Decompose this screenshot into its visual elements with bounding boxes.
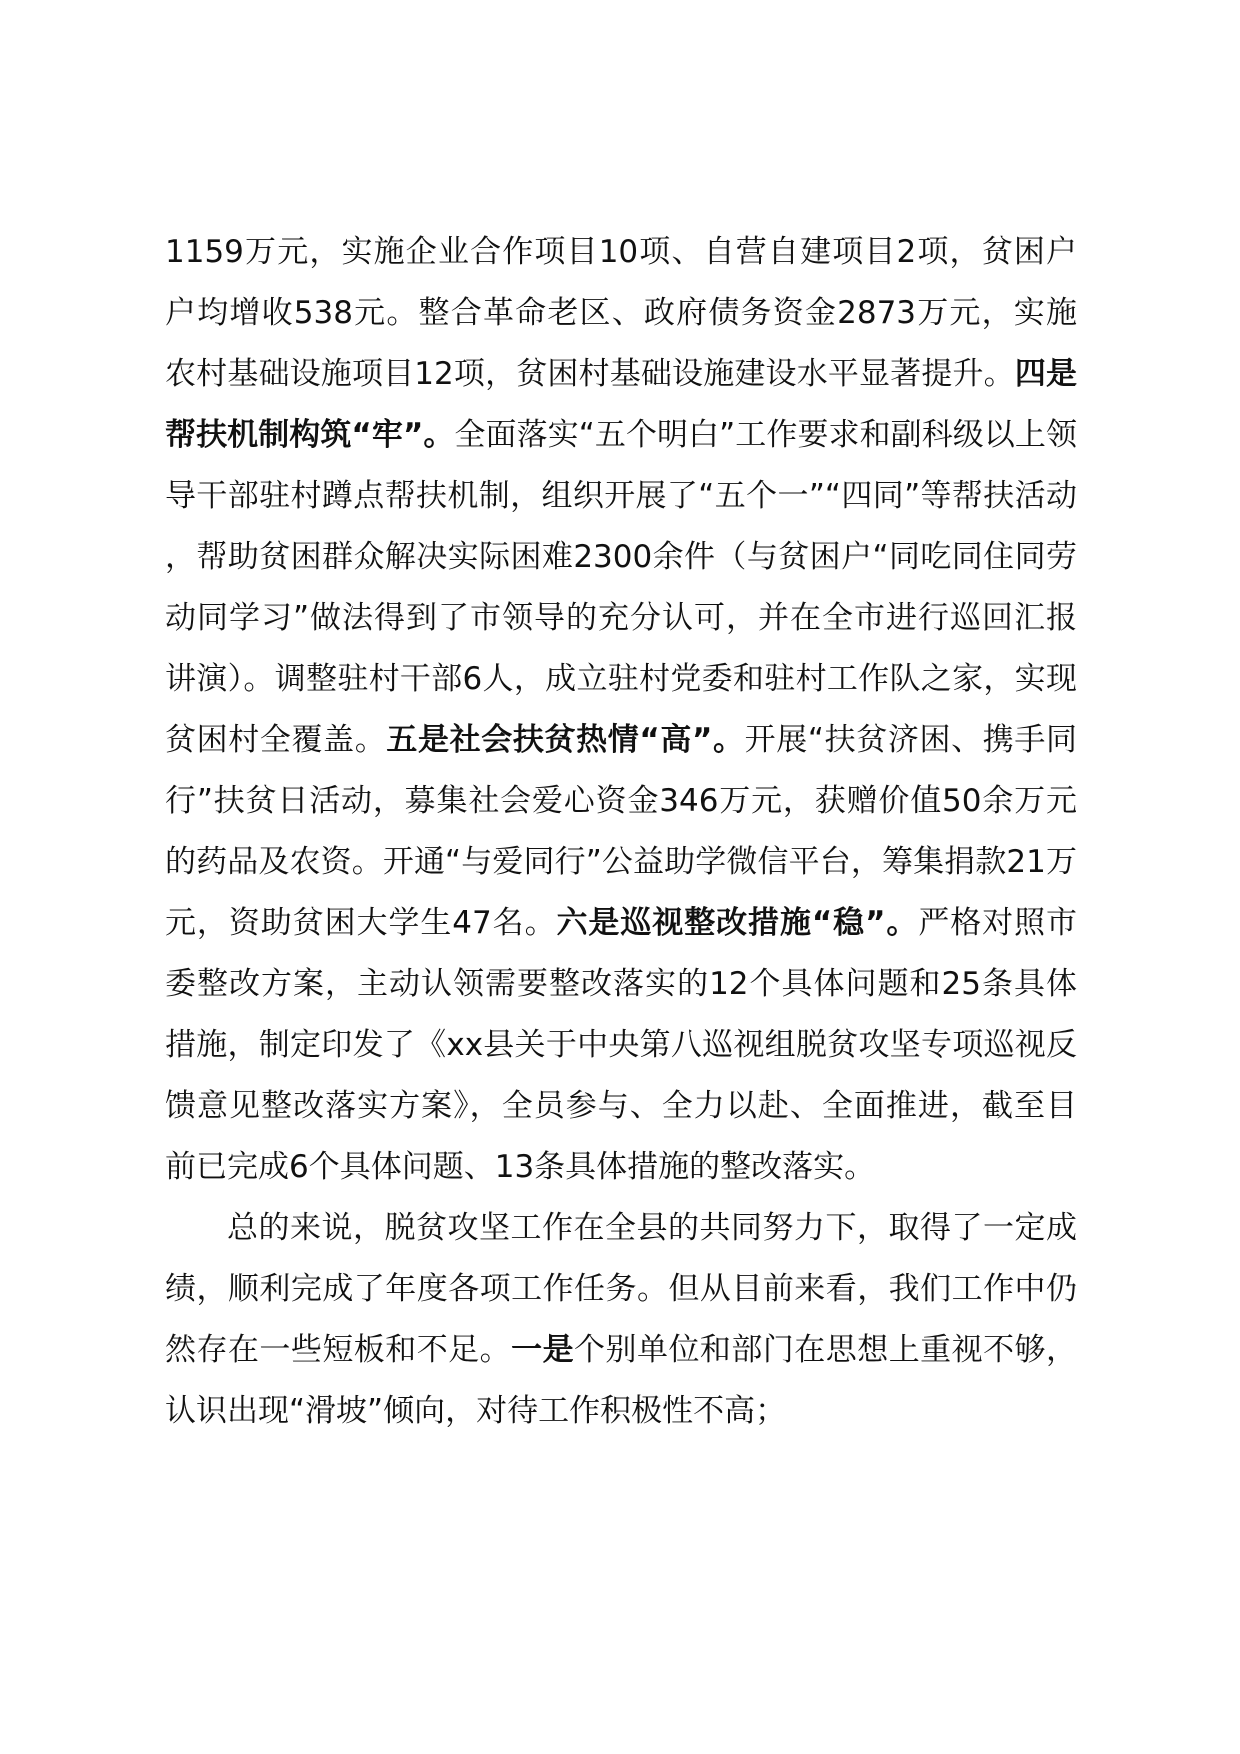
text-run: 个别单位和部门在思想上重视不够，认识出现“滑坡”倾向，对待工作积极性不高； (165, 1332, 1078, 1429)
text-run: 开展“扶贫济困、携手同行”扶贫日活动，募集社会爱心资金346万元，获赠价值50余万元的药品及农资。开通“与爱同行”公益助学微信平台，筹集捐款21万元，资助贫困大学生47名。 (165, 722, 1078, 941)
bold-heading-run: 六是巡视整改措施“稳”。 (556, 905, 919, 941)
text-run: 1159万元，实施企业合作项目10项、自营自建项目2项，贫困户户均增收538元。整合革命老区、政府债务资金2873万元，实施农村基础设施项目12项，贫困村基础设施建设水平显著提升。 (165, 234, 1077, 392)
text-run: 全面落实“五个明白”工作要求和副科级以上领导干部驻村蹲点帮扶机制，组织开展了“五个一”“四同”等帮扶活动，帮助贫困群众解决实际困难2300余件（与贫困户“同吃同住同劳动同学习”做法得到了市领导的充分认可，并在全市进行巡回汇报讲演）。调整驻村干部6人，成立驻村党委和驻村工作队之家，实现贫困村全覆盖。 (165, 417, 1078, 758)
paragraph-achievements (165, 222, 1077, 1198)
paragraph-summary (165, 1198, 1077, 1442)
body-text (165, 222, 1077, 1442)
bold-heading-run: 四是帮扶机制构筑“牢”。 (165, 356, 1077, 453)
bold-heading-run: 一是 (511, 1332, 575, 1368)
text-run: 严格对照市委整改方案，主动认领需要整改落实的12个具体问题和25条具体措施，制定印发了《xx县关于中央第八巡视组脱贫攻坚专项巡视反馈意见整改落实方案》，全员参与、全力以赴、全面推进，截至目前已完成6个具体问题、13条具体措施的整改落实。 (165, 905, 1078, 1185)
bold-heading-run: 五是社会扶贫热情“高”。 (386, 722, 745, 758)
text-run: 总的来说，脱贫攻坚工作在全县的共同努力下，取得了一定成绩，顺利完成了年度各项工作任务。但从目前来看，我们工作中仍然存在一些短板和不足。 (165, 1210, 1077, 1368)
